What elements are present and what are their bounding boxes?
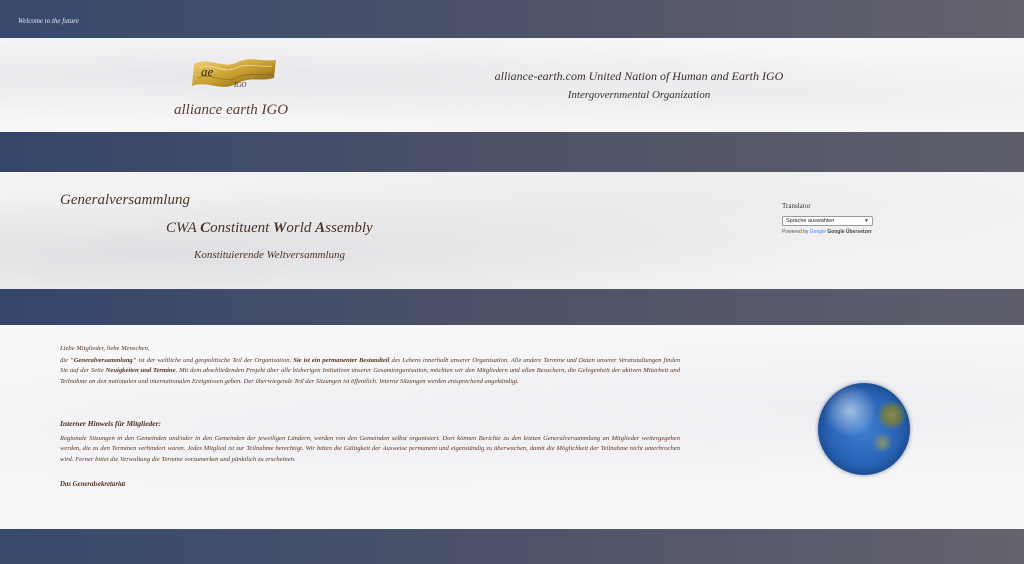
language-select[interactable] xyxy=(782,216,873,226)
news-link[interactable]: Neuigkeiten und Termine xyxy=(105,367,176,375)
logo-text[interactable]: alliance earth IGO xyxy=(174,102,289,118)
alliance-earth-logo[interactable] xyxy=(190,56,278,92)
language-select-value: Sprache auswählen xyxy=(786,218,835,224)
earth-globe-image xyxy=(818,383,910,475)
page-title: Generalversammlung xyxy=(60,192,190,208)
logo-letters: ae xyxy=(201,64,214,79)
header-org-name: alliance-earth.com United Nation of Human and Earth IGO xyxy=(494,69,784,83)
cwa-title: CWA Constituent World Assembly xyxy=(166,220,373,236)
google-translate-link[interactable]: Google Übersetzer xyxy=(827,229,872,235)
header-org-type: Intergovernmental Organization xyxy=(567,89,711,101)
logo-badge: IGO xyxy=(234,81,247,89)
top-banner xyxy=(0,0,1024,38)
main-content xyxy=(0,325,1024,529)
site-header xyxy=(0,38,1024,132)
intro-paragraph: die "Generalversammlung" ist der weltliche und geopolitische Teil der Organisation. Sie ist ein permanenter Bestandteil des Lebens innerhalb unserer Organisation. Alle andere Termine und Daten unserer Veranstaltungen finden Sie auf der Seite Neuigkeiten und Termine. Mit dem abschließenden Projekt über alle bisherigen Initiativen unserer Gesamtorganisation, möchten wir den Mitgliedern und allen Besuchern, die Gelegenheit der aktiven Mitarbeit und Teilnahme an den nationalen und internationalen Ereignissen geben. Der überwiegende Teil der Sitzungen ist öffentlich. Interne Sitzungen werden entsprechend angekündigt. xyxy=(60,357,680,385)
title-section xyxy=(0,172,1024,289)
google-logo[interactable]: Google xyxy=(809,229,826,235)
member-hint-title: Interner Hinweis für Mitglieder: xyxy=(60,419,162,428)
signature: Das Generalsekretariat xyxy=(60,481,126,488)
page-subtitle: Konstituierende Weltversammlung xyxy=(194,249,346,261)
member-hint-paragraph: Regionale Sitzungen in den Gemeinden und/oder in den Gemeinden der jeweiligen Ländern, werden von den Gemeinden selbst organisiert. Dort können Berichte zu den letzten Generalversammlung an Mitglieder weitergegeben werden, die zu den Terminen verhindert waren. Jedes Mitglied ist zur Teilnahme berechtigt. Wir bitten die Gültigkeit der Ausweise permanent und eigenständig zu überwachen, damit die Möglichkeit der Teilnahme nicht unterbrochen wird. Ferner bittet die Verwaltung die Termine vorzumerken und pünktlich zu erscheinen. xyxy=(60,435,680,463)
chevron-down-icon: ▼ xyxy=(864,218,869,224)
translator-label: Translator xyxy=(782,202,811,210)
greeting: Liebe Mitglieder, liebe Menschen, xyxy=(60,345,150,352)
powered-by-google: Powered by Google Google Übersetzer xyxy=(782,229,872,235)
welcome-text: Welcome to the future xyxy=(18,17,79,25)
bottom-banner xyxy=(0,529,1024,564)
